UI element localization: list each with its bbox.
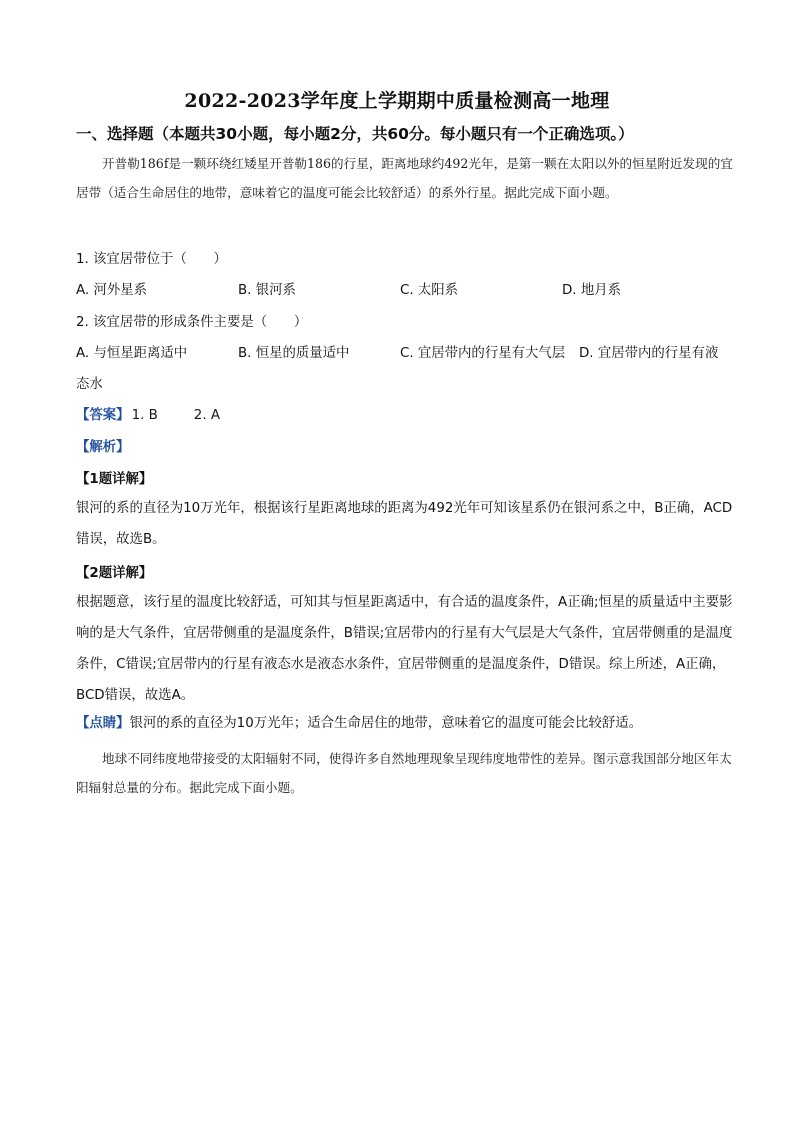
detail-1-label: 【1题详解】 [76, 472, 153, 487]
answer-2: 2. A [193, 408, 220, 423]
answer-label: 【答案】 [76, 408, 130, 423]
q2-option-a: A. 与恒星距离适中 [76, 346, 188, 361]
q1-option-b: B. 银河系 [238, 283, 296, 298]
key-point-text: 银河的系的直径为10万光年；适合生命居住的地带，意味着它的温度可能会比较舒适。 [129, 716, 643, 731]
reading-passage-2: 地球不同纬度地带接受的太阳辐射不同，使得许多自然地理现象呈现纬度地带性的差异。图示意我国部分地区年太阳辐射总量的分布。据此完成下面小题。 [76, 751, 732, 795]
q2-option-c: C. 宜居带内的行星有大气层 [400, 346, 566, 361]
answer-1: 1. B [131, 408, 158, 423]
question-2-options [76, 342, 756, 364]
analysis-label: 【解析】 [76, 440, 130, 455]
detail-2-text: 根据题意，该行星的温度比较舒适，可知其与恒星距离适中，有合适的温度条件，A正确;恒星的质量适中主要影响的是大气条件，宜居带侧重的是温度条件，B错误;宜居带内的行星有大气层是大气条件，宜居带侧重的是温度条件，C错误;宜居带内的行星有液态水是液态水条件，宜居带侧重的是温度条件，D错误。综上所述，A正确，BCD错误，故选A。 [76, 595, 733, 703]
key-point-label: 【点睛】 [76, 716, 130, 731]
question-1-options [76, 279, 736, 301]
answer-line [76, 404, 220, 423]
key-point-line [76, 712, 642, 731]
detail-2-label: 【2题详解】 [76, 566, 153, 581]
question-1-stem: 1. 该宜居带位于（ ） [76, 252, 227, 267]
q1-option-a: A. 河外星系 [76, 283, 147, 298]
reading-passage-1: 开普勒186f是一颗环绕红矮星开普勒186的行星，距离地球约492光年，是第一颗在太阳以外的恒星附近发现的宜居带（适合生命居住的地带，意味着它的温度可能会比较舒适）的系外行星。据此完成下面小题。 [76, 156, 733, 200]
page-title: 2022-2023学年度上学期期中质量检测高一地理 [184, 90, 610, 112]
q1-option-c: C. 太阳系 [400, 283, 459, 298]
q2-option-b: B. 恒星的质量适中 [238, 346, 350, 361]
question-2-stem: 2. 该宜居带的形成条件主要是（ ） [76, 315, 308, 330]
q1-option-d: D. 地月系 [562, 283, 621, 298]
q2-option-d-tail: 态水 [76, 377, 103, 392]
q2-option-d: D. 宜居带内的行星有液 [579, 346, 719, 361]
detail-1-text: 银河的系的直径为10万光年，根据该行星距离地球的距离为492光年可知该星系仍在银河系之中，B正确，ACD错误，故选B。 [76, 501, 733, 547]
section-heading: 一、选择题（本题共30小题，每小题2分，共60分。每小题只有一个正确选项。） [76, 125, 634, 143]
